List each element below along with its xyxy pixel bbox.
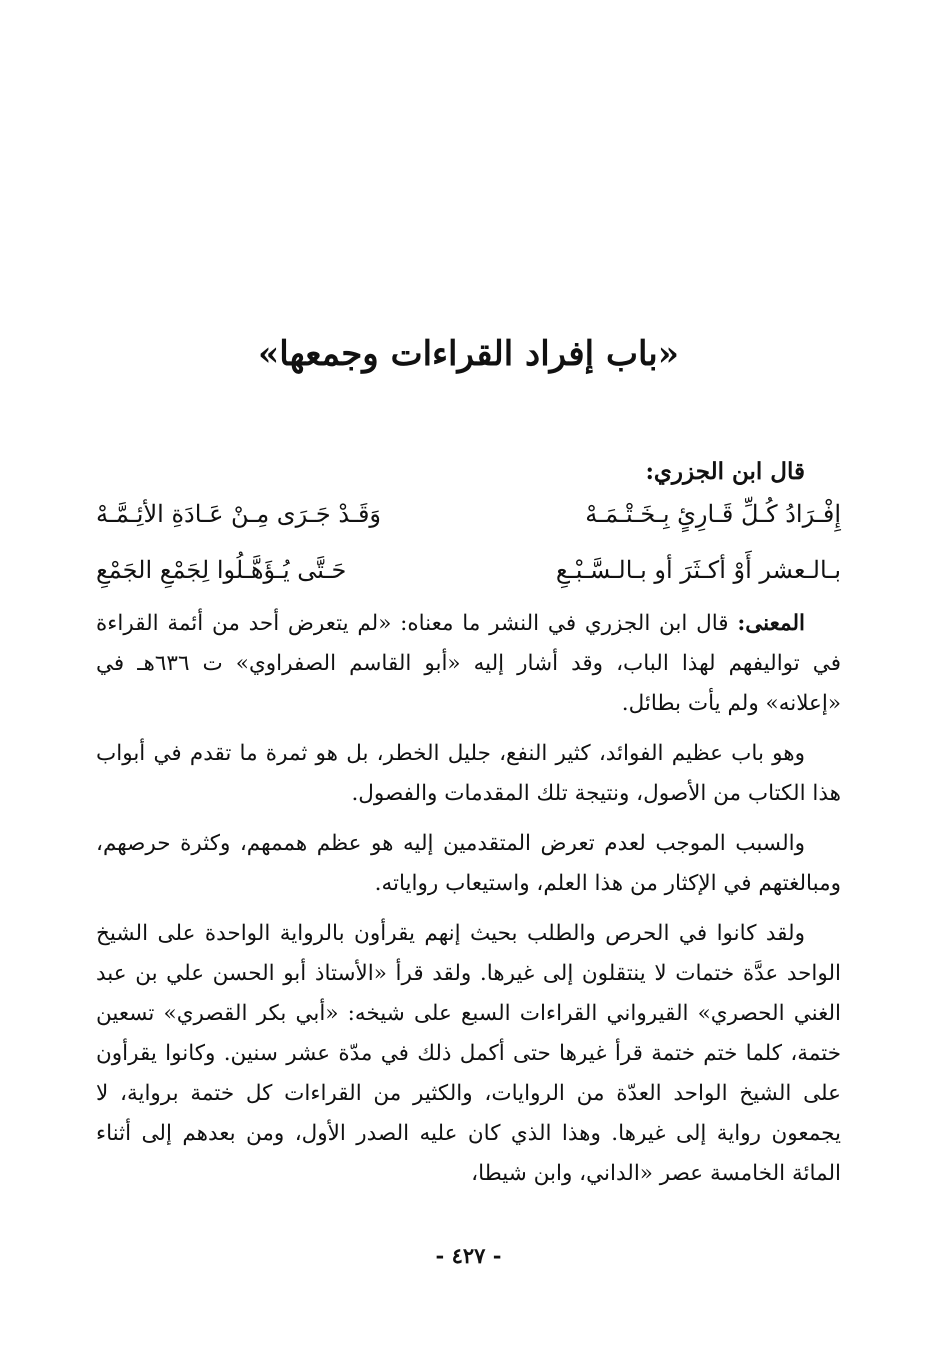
verse-second-hemistich: وَقَـدْ جَـرَى مِـنْ عَـادَةِ الأئِـمَّـهْ bbox=[96, 500, 382, 528]
meaning-text: قال ابن الجزري في النشر ما معناه: «لم يتعرض أحد من أئمة القراءة في تواليفهم لهذا الباب، وقد أشار إليه «أبو القاسم الصفراوي» ت ٦٣٦هـ في «إعلانه» ولم يأت بطائل. bbox=[96, 611, 841, 716]
verse-first-hemistich: بـالـعشر أَوْ أكـثَرَ أو بـالـسَّـبْـعِ bbox=[555, 556, 841, 584]
poem-verse bbox=[96, 500, 841, 540]
verse-second-hemistich: حَـتَّى يُـؤَهَّـلُوا لِجَمْعِ الجَمْعِ bbox=[96, 556, 347, 584]
commentary-body bbox=[96, 604, 841, 1194]
verse-first-hemistich: إِفْـرَادُ كُـلِّ قَـارِئٍ بِـخَـتْـمَـهْ bbox=[585, 500, 841, 528]
speaker-heading: قال ابن الجزري: bbox=[645, 458, 805, 485]
page-number: - ٤٢٧ - bbox=[435, 1243, 502, 1268]
paragraph: والسبب الموجب لعدم تعرض المتقدمين إليه هو عظم هممهم، وكثرة حرصهم، ومبالغتهم في الإكثار من هذا العلم، واستيعاب رواياته. bbox=[96, 831, 841, 896]
paragraph: وهو باب عظيم الفوائد، كثير النفع، جليل الخطر، بل هو ثمرة ما تقدم في أبواب هذا الكتاب من الأصول، ونتيجة تلك المقدمات والفصول. bbox=[96, 741, 841, 806]
poem-verse bbox=[96, 556, 841, 596]
chapter-title: «باب إفراد القراءات وجمعها» bbox=[257, 334, 680, 374]
meaning-label: المعنى: bbox=[737, 611, 805, 636]
meaning-paragraph bbox=[96, 604, 841, 724]
paragraph: ولقد كانوا في الحرص والطلب بحيث إنهم يقرأون بالرواية الواحدة على الشيخ الواحد عدَّة ختمات لا ينتقلون إلى غيرها. ولقد قرأ «الأستاذ أبو الحسن علي بن عبد الغني الحصري» القيرواني القراءات السبع على شيخه: «أبي بكر القصري» تسعين ختمة، كلما ختم ختمة قرأ غيرها حتى أكمل ذلك في مدّة عشر سنين. وكانوا يقرأون على الشيخ الواحد العدّة من الروايات، والكثير من القراءات كل ختمة برواية، لا يجمعون رواية إلى غيرها. وهذا الذي كان عليه الصدر الأول، ومن بعدهم إلى أثناء المائة الخامسة عصر «الداني، وابن شيطا، bbox=[96, 921, 841, 1186]
